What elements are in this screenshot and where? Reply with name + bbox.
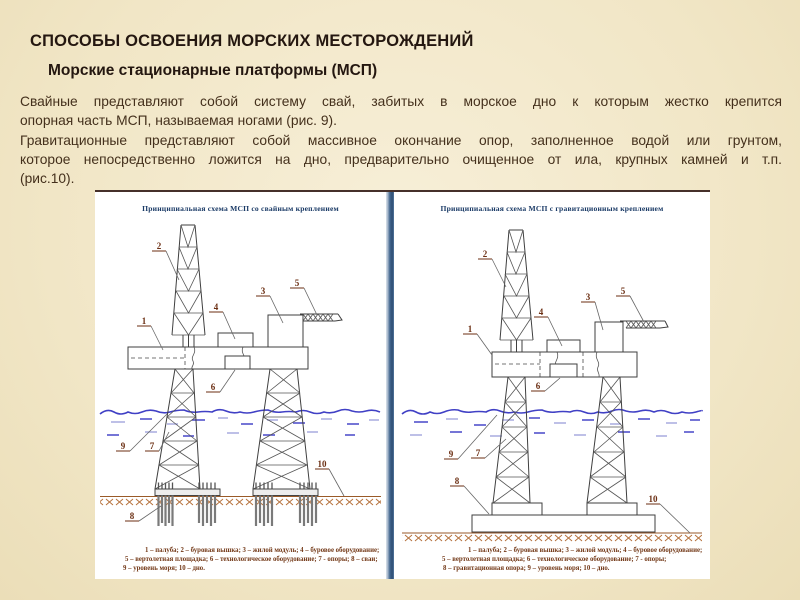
derrick (172, 225, 205, 347)
caption-line: 9 – уровень моря; 10 – дно. (123, 564, 205, 572)
diagram-title: Принципиальная схема МСП со свайным креплением (142, 204, 339, 213)
tech-equipment-box (550, 364, 577, 377)
derrick (500, 230, 533, 352)
panel-divider (386, 192, 394, 579)
callout-9 (444, 415, 497, 459)
callout-6 (206, 370, 235, 392)
sea-level-line (402, 410, 702, 415)
water-dashes (410, 418, 700, 436)
caption-line: 5 – вертолетная площадка; 6 – технологическое оборудование; 7 - опоры; 8 – сваи; (125, 555, 378, 563)
callout-number: 1 (141, 316, 147, 326)
callout-6 (531, 378, 560, 391)
callout-number: 2 (156, 241, 162, 251)
living-module (268, 315, 303, 347)
sea-level-line (100, 410, 380, 415)
callout-number: 10 (317, 459, 327, 469)
callout-number: 4 (538, 307, 544, 317)
support-leg-right (253, 369, 310, 489)
paragraph-line: Гравитационные представляют собой массивное окончание опор, заполненное водой или грунтом, (20, 132, 782, 148)
slide-subtitle: Морские стационарные платформы (МСП) (48, 62, 378, 79)
callout-number: 2 (482, 249, 488, 259)
gravity-platform-schematic (394, 192, 710, 579)
callout-8 (450, 476, 489, 514)
diagram-panel-gravity-platform (394, 192, 710, 579)
body-text (20, 92, 782, 188)
callout-number: 3 (585, 292, 591, 302)
callout-number: 5 (294, 278, 300, 288)
callout-10 (315, 459, 344, 496)
callout-number: 8 (454, 476, 460, 486)
callout-number: 8 (129, 511, 135, 521)
diagram-panels (95, 190, 710, 579)
support-leg-left (493, 377, 530, 503)
drilling-equipment-box (547, 340, 580, 352)
seabed (100, 497, 381, 507)
callout-5 (616, 286, 644, 322)
support-leg-right (587, 377, 627, 503)
callout-1 (463, 324, 492, 355)
gravity-base (472, 503, 655, 532)
slide-title: СПОСОБЫ ОСВОЕНИЯ МОРСКИХ МЕСТОРОЖДЕНИЙ (30, 32, 474, 50)
diagram-panel-pile-platform (95, 192, 386, 579)
callout-1 (137, 316, 163, 350)
pile-top-ticks (159, 483, 216, 490)
callout-number: 5 (620, 286, 626, 296)
callout-number: 1 (467, 324, 473, 334)
callout-2 (478, 249, 506, 287)
helipad (620, 321, 668, 328)
caption-line: 1 – палуба; 2 – буровая вышка; 3 – жилой модуль; 4 – буровое оборудование; (468, 547, 703, 554)
callout-8 (125, 506, 161, 521)
caption-line: 1 – палуба; 2 – буровая вышка; 3 – жилой модуль; 4 – буровое оборудование; (145, 547, 380, 554)
diagram-caption (95, 547, 386, 573)
living-module (595, 322, 623, 352)
drilling-equipment-box (218, 333, 253, 347)
diagram-caption (394, 547, 710, 573)
paragraph-line: Свайные представляют собой систему свай, забитых в морское дно к которым жестко крепится (20, 94, 782, 109)
pile-cap-left (155, 483, 220, 496)
paragraph-line: опорная часть МСП, называемая ногами (рис. 9). (20, 113, 337, 129)
paragraph-line: которое непосредственно ложится на дно, предварительно очищенное от ила, крупных камней и т.п. (20, 151, 782, 167)
paragraph-gravity (20, 131, 782, 189)
caption-line: 5 – вертолетная площадка; 6 – технологическое оборудование; 7 - опоры; (442, 555, 667, 563)
deck (128, 347, 308, 369)
callout-number: 3 (260, 286, 266, 296)
callout-number: 10 (648, 494, 658, 504)
paragraph-line: (рис.10). (20, 171, 75, 187)
callout-number: 6 (210, 382, 216, 392)
callout-number: 7 (149, 441, 155, 451)
caption-line: 8 – гравитационная опора; 9 – уровень моря; 10 – дно. (443, 564, 610, 572)
helipad (300, 314, 342, 321)
tech-equipment-box (225, 356, 250, 369)
callout-number: 6 (535, 381, 541, 391)
callout-2 (152, 241, 179, 280)
diagram-title: Принципиальная схема МСП с гравитационным креплением (440, 204, 664, 213)
paragraph-piles (20, 92, 782, 131)
callout-number: 4 (213, 302, 219, 312)
callout-number: 9 (120, 441, 126, 451)
callout-number: 9 (448, 449, 454, 459)
callout-7 (145, 432, 169, 451)
support-leg-left (155, 369, 200, 489)
seabed (402, 533, 702, 543)
pile-platform-schematic (95, 192, 386, 579)
callout-5 (290, 278, 317, 315)
callout-number: 7 (475, 448, 481, 458)
